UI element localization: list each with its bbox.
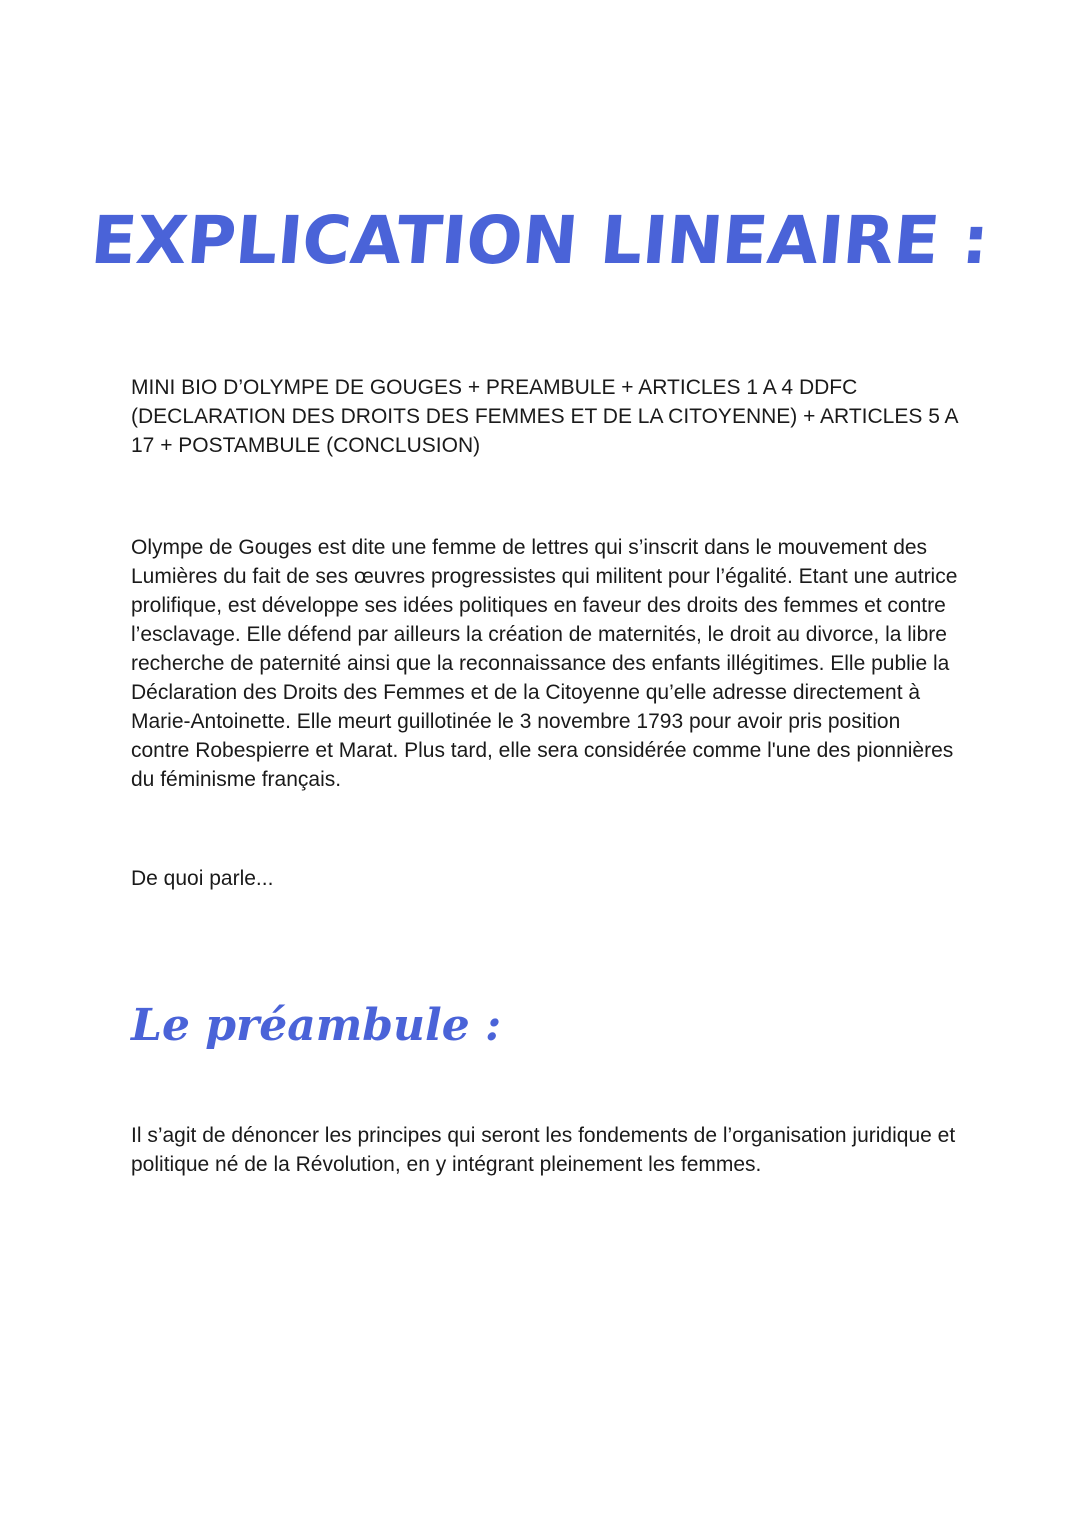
page-title: EXPLICATION LINEAIRE : (88, 202, 992, 279)
intro-line: De quoi parle... (131, 867, 274, 890)
section-paragraph-preambule: Il s’agit de dénoncer les principes qui seront les fondements de l’organisation juridique et politique né de la Révolution, en y intégrant pleinement les femmes. (131, 1124, 956, 1176)
biography-paragraph: Olympe de Gouges est dite une femme de lettres qui s’inscrit dans le mouvement des Lumières du fait de ses œuvres progressistes qui militent pour l’égalité. Etant une autrice prolifique, est développe ses idées politiques en faveur des droits des femmes et contre l’esclavage. Elle défend par ailleurs la création de maternités, le droit au divorce, la libre recherche de paternité ainsi que la reconnaissance des enfants illégitimes. Elle publie la Déclaration des Droits des Femmes et de la Citoyenne qu’elle adresse directement à Marie-Antoinette. Elle meurt guillotinée le 3 novembre 1793 pour avoir pris position contre Robespierre et Marat. Plus tard, elle sera considérée comme l'une des pionnières du féminisme français. (131, 536, 958, 791)
summary-paragraph: MINI BIO D’OLYMPE DE GOUGES + PREAMBULE + ARTICLES 1 A 4 DDFC (DECLARATION DES DROITS DES FEMMES ET DE LA CITOYENNE) + ARTICLES 5 A 17 + POSTAMBULE (CONCLUSION) (131, 376, 958, 457)
section-title-preambule: Le préambule : (131, 1000, 502, 1051)
